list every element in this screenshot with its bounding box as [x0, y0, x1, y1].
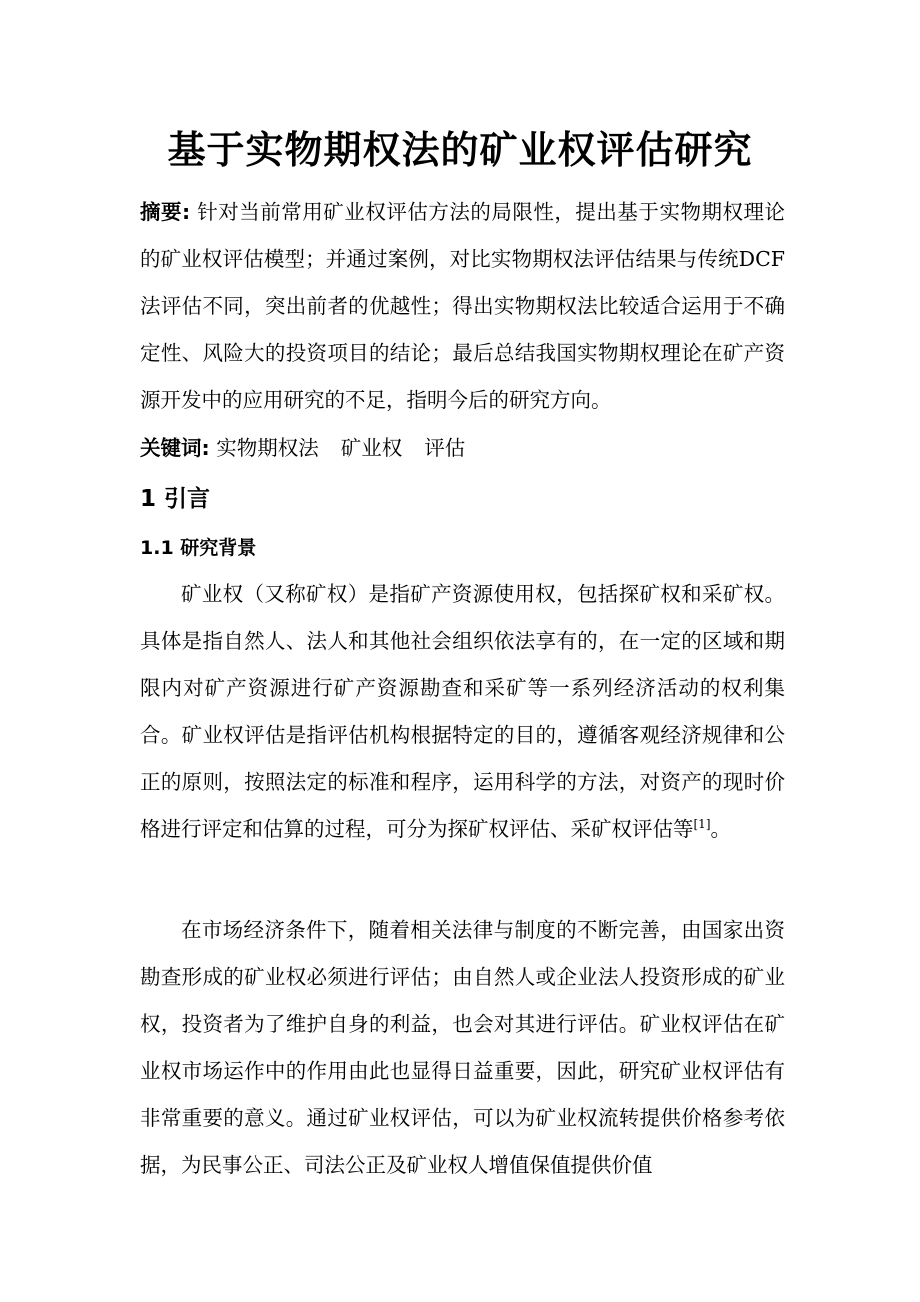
abstract — [140, 189, 785, 424]
citation-reference[interactable]: [1] — [693, 817, 711, 831]
paper-title: 基于实物期权法的矿业权评估研究 — [167, 128, 753, 172]
paragraph-text: 矿业权（又称矿权）是指矿产资源使用权，包括探矿权和采矿权。具体是指自然人、法人和其他社会组织依法享有的，在一定的区域和期限内对矿产资源进行矿产资源勘查和采矿等一系列经济活动的权利集合。矿业权评估是指评估机构根据特定的目的，遵循客观经济规律和公正的原则，按照法定的标准和程序，运用科学的方法，对资产的现时价格进行评定和估算的过程，可分为探矿权评估、采矿权评估等 — [140, 582, 785, 841]
keyword-item: 实物期权法 — [216, 436, 319, 460]
paragraph-text-end: 。 — [710, 817, 731, 841]
keyword-item: 矿业权 — [340, 436, 403, 460]
keywords-label: 关键词: — [140, 436, 210, 460]
body-paragraph-2: 在市场经济条件下，随着相关法律与制度的不断完善，由国家出资勘查形成的矿业权必须进行评估；由自然人或企业法人投资形成的矿业权，投资者为了维护自身的利益，也会对其进行评估。矿业权评估在矿业权市场运作中的作用由此也显得日益重要，因此，研究矿业权评估有非常重要的意义。通过矿业权评估，可以为矿业权流转提供价格参考依据，为民事公正、司法公正及矿业权人增值保值提供价值 — [140, 918, 785, 1177]
body-paragraph-1 — [140, 571, 785, 853]
keyword-item: 评估 — [424, 436, 466, 460]
section-heading-introduction: 1 引言 — [140, 486, 211, 512]
subsection-heading-background: 1.1 研究背景 — [140, 537, 257, 559]
keywords — [140, 425, 785, 472]
abstract-text: 针对当前常用矿业权评估方法的局限性，提出基于实物期权理论的矿业权评估模型；并通过案例，对比实物期权法评估结果与传统DCF法评估不同，突出前者的优越性；得出实物期权法比较适合运用于不确定性、风险大的投资项目的结论；最后总结我国实物期权理论在矿产资源开发中的应用研究的不足，指明今后的研究方向。 — [140, 200, 785, 412]
abstract-label: 摘要: — [140, 200, 191, 224]
